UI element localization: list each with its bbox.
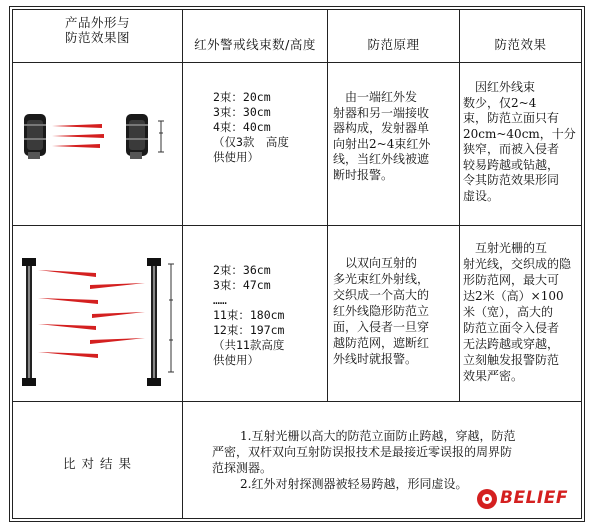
row1-effect: [463, 80, 580, 204]
beam-spec: 12束：197cm: [213, 323, 285, 337]
effect-line: 令其防范效果形同: [463, 173, 560, 187]
beam-note: 供使用）: [213, 353, 259, 367]
receiver-device-icon: [126, 114, 148, 159]
header-col1-line2: 防范效果图: [64, 30, 130, 45]
beam-note: （仅3款 高度: [213, 135, 289, 149]
compare-line: 2.红外对射探测器被轻易跨越，形同虚设。: [240, 477, 468, 491]
beam-spec: 4束：40cm: [213, 120, 271, 134]
header-col1-line1: 产品外形与: [64, 15, 130, 30]
compare-line: 范探测器。: [212, 461, 273, 475]
compare-label: 比 对 结 果: [63, 456, 132, 471]
effect-line: 达2米（高）×100: [463, 289, 564, 303]
right-pole-icon: [147, 258, 161, 386]
header-effect: 防范效果: [494, 37, 547, 52]
principle-line: 面，入侵者一旦穿: [333, 320, 430, 334]
principle-line: 外线时就报警。: [333, 352, 418, 366]
beam-spec: 3束：47cm: [213, 278, 271, 292]
effect-line: 米（宽），高大的: [463, 305, 554, 319]
principle-line: 越防范网，遮断红: [333, 336, 430, 350]
beam-spec: 2束：36cm: [213, 263, 271, 277]
effect-line: 无法跨越或穿越，: [463, 337, 560, 351]
effect-line: 数少，仅2~4: [463, 95, 537, 110]
principle-line: 红外线隐形防范立: [333, 304, 430, 318]
effect-line: 互射光栅的互: [463, 241, 548, 255]
compare-line: 严密，双杆双向互射防误报技术是最接近零误报的周界防: [212, 445, 513, 459]
red-beams: [52, 124, 104, 148]
belief-logo-icon: [477, 489, 497, 509]
watermark-brand: BELIEF: [500, 488, 568, 508]
principle-line: 线，当红外线被遮: [333, 152, 430, 166]
beam-spec: 3束：30cm: [213, 105, 271, 119]
height-marker-icon: [158, 121, 164, 152]
beam-spec: 11束：180cm: [213, 308, 285, 322]
compare-text: [212, 428, 580, 492]
light-curtain-illustration: [22, 258, 174, 386]
beam-spec: ……: [213, 293, 227, 307]
effect-line: 束，防范立面只有: [463, 111, 560, 125]
red-beams: [38, 270, 145, 358]
beam-note: 供使用）: [213, 150, 259, 164]
height-marker-icon: [168, 264, 174, 372]
effect-line: 效果严密。: [463, 369, 524, 383]
principle-line: 器构成，发射器单: [333, 121, 430, 135]
effect-line: 射光线，交织成的隐: [463, 257, 572, 271]
header-product-image: [13, 15, 182, 45]
beam-spec: 2束：20cm: [213, 90, 271, 104]
principle-line: 射器和另一端接收: [333, 105, 430, 120]
effect-line: 形防范网，最大可: [463, 273, 560, 287]
transmitter-device-icon: [24, 114, 46, 159]
row2-effect: [463, 240, 580, 384]
effect-line: 防范立面令入侵者: [463, 321, 560, 335]
effect-line: 虚设。: [463, 188, 500, 203]
compare-line: 1.互射光栅以高大的防范立面防止跨越，穿越，防范: [240, 429, 516, 443]
header-principle: 防范原理: [367, 37, 420, 52]
row2-beams: [213, 263, 325, 368]
principle-line: 由一端红外发: [333, 90, 418, 104]
beam-detector-illustration: [24, 114, 164, 159]
header-beams-height: 红外警戒线束数/高度: [194, 37, 316, 52]
effect-line: 20cm~40cm，十分: [463, 126, 576, 141]
principle-line: 多光束红外射线，: [333, 272, 430, 286]
effect-line: 较易跨越或钻越，: [463, 157, 560, 172]
principle-line: 以双向互射的: [333, 256, 418, 270]
effect-line: 狭窄，而被入侵者: [463, 142, 560, 156]
effect-line: 因红外线束: [463, 80, 536, 94]
principle-line: 向射出2~4束红外: [333, 136, 431, 151]
effect-line: 立刻触发报警防范: [463, 353, 560, 367]
principle-line: 交织成一个高大的: [333, 288, 430, 302]
beam-note: （共11款高度: [213, 338, 285, 352]
principle-line: 断时报警。: [333, 167, 394, 182]
left-pole-icon: [22, 258, 36, 386]
row1-beams: [213, 90, 325, 165]
row1-principle: [333, 90, 457, 183]
row2-principle: [333, 255, 457, 367]
